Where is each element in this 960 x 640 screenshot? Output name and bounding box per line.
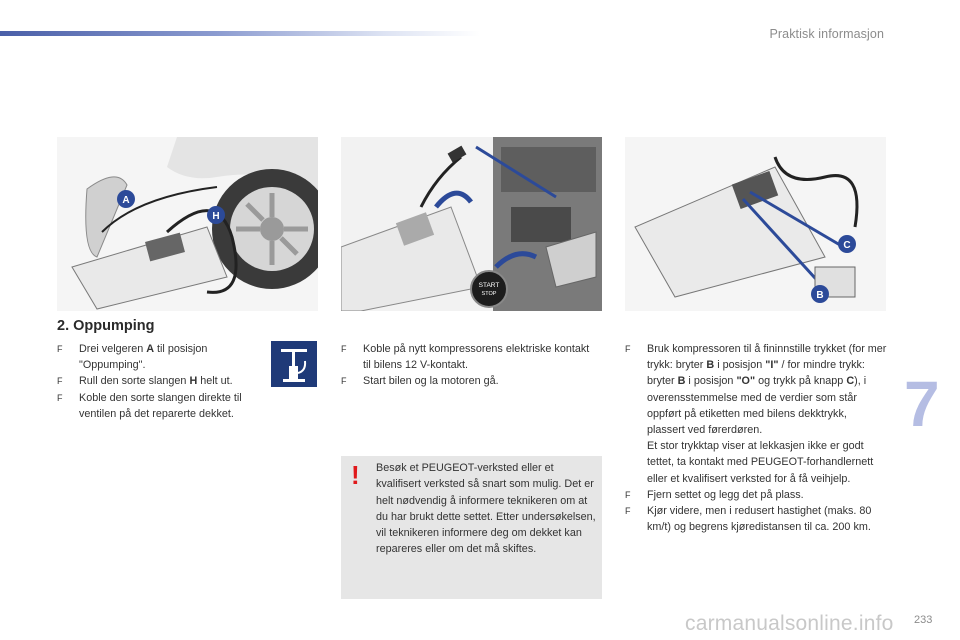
list-item	[341, 341, 591, 373]
text-run: i posisjon	[685, 375, 737, 388]
bullet-marker: F	[57, 344, 63, 354]
bullet-marker: F	[341, 376, 347, 387]
bullet-marker: F	[625, 344, 631, 354]
ref-letter: C	[846, 375, 855, 388]
warning-icon: !	[351, 460, 360, 490]
bullet-marker: F	[625, 506, 631, 517]
text-run: Rull den sorte slangen	[79, 375, 190, 388]
bullet-marker: F	[625, 489, 631, 500]
ref-letter: B	[677, 375, 686, 388]
start-label: START	[478, 282, 500, 289]
text-run: Kjør videre, men i redusert hastighet (maks. 80 km/t) og begrens kjøredistansen til ca. 200 km.	[647, 505, 872, 534]
warning-text: Besøk et PEUGEOT-verksted eller et kvalifisert verksted så snart som mulig. Det er helt nødvendig å informere teknikeren om at du har brukt dette settet. Etter undersøkelsen, vil teknikeren informere deg om dekket kan repareres eller om det må skiftes.	[376, 462, 596, 556]
watermark: carmanualsonline.info	[685, 612, 894, 635]
list-item	[57, 373, 269, 389]
figure-compressor-hose	[57, 137, 318, 311]
section-title: Praktisk informasjon	[769, 27, 884, 41]
text-run: ), i overensstemmelse med de verdier som står oppført på etiketten med bilens dekktrykk, plassert ved førerdøren.	[647, 375, 867, 437]
ref-letter: "I"	[765, 359, 779, 372]
text-run: Koble den sorte slangen direkte til ventilen på det reparerte dekket.	[79, 391, 242, 420]
figure-label-b: B	[816, 290, 824, 301]
list-item	[341, 373, 591, 389]
text-run: til posisjon "Oppumping".	[79, 343, 208, 372]
text-run: Et stor trykktap viser at lekkasjen ikke er godt tettet, ta kontakt med PEUGEOT-forhandlernett eller et kvalifisert verksted for å få veihjelp.	[647, 440, 874, 485]
ref-letter: H	[189, 375, 198, 388]
list-item	[625, 503, 887, 535]
column2-steps	[341, 341, 591, 390]
tyre-pump-icon	[271, 341, 317, 387]
text-run: i posisjon	[714, 359, 766, 372]
figure-12v-socket	[341, 137, 602, 311]
text-run: Start bilen og la motoren gå.	[363, 375, 499, 388]
text-run: Drei velgeren	[79, 343, 147, 355]
figure-label-a: A	[122, 195, 130, 206]
illustration-12v-start	[341, 137, 602, 311]
illustration-switches	[625, 137, 886, 311]
ref-letter: A	[146, 343, 155, 355]
column3-steps	[625, 341, 887, 535]
text-run: / for mindre trykk: bryter	[647, 359, 865, 388]
text-run: Bruk kompressoren til å fininnstille trykket (for mer trykk: bryter	[647, 343, 887, 372]
header-accent-bar	[0, 31, 480, 36]
text-run: og trykk på knapp	[755, 375, 847, 388]
stop-label: STOP	[481, 291, 497, 297]
ref-letter: B	[706, 359, 715, 372]
list-item	[625, 487, 887, 503]
list-item	[57, 341, 269, 373]
bullet-marker: F	[57, 376, 63, 387]
figure-label-c: C	[843, 240, 851, 251]
ref-letter: "O"	[736, 375, 756, 388]
text-run: Fjern settet og legg det på plass.	[647, 488, 804, 501]
column1-steps	[57, 341, 269, 422]
list-item	[57, 390, 269, 422]
page-number: 233	[914, 614, 933, 626]
warning-box	[341, 456, 602, 599]
text-run: Koble på nytt kompressorens elektriske kontakt til bilens 12 V-kontakt.	[363, 343, 590, 372]
section-heading: 2. Oppumping	[57, 318, 155, 334]
chapter-number: 7	[904, 368, 940, 440]
bullet-marker: F	[57, 392, 63, 403]
list-item	[625, 341, 887, 487]
figure-compressor-switches	[625, 137, 886, 311]
figure-label-h: H	[212, 211, 220, 222]
bullet-marker: F	[341, 344, 347, 354]
text-run: helt ut.	[197, 375, 233, 388]
illustration-compressor-tyre	[57, 137, 318, 311]
